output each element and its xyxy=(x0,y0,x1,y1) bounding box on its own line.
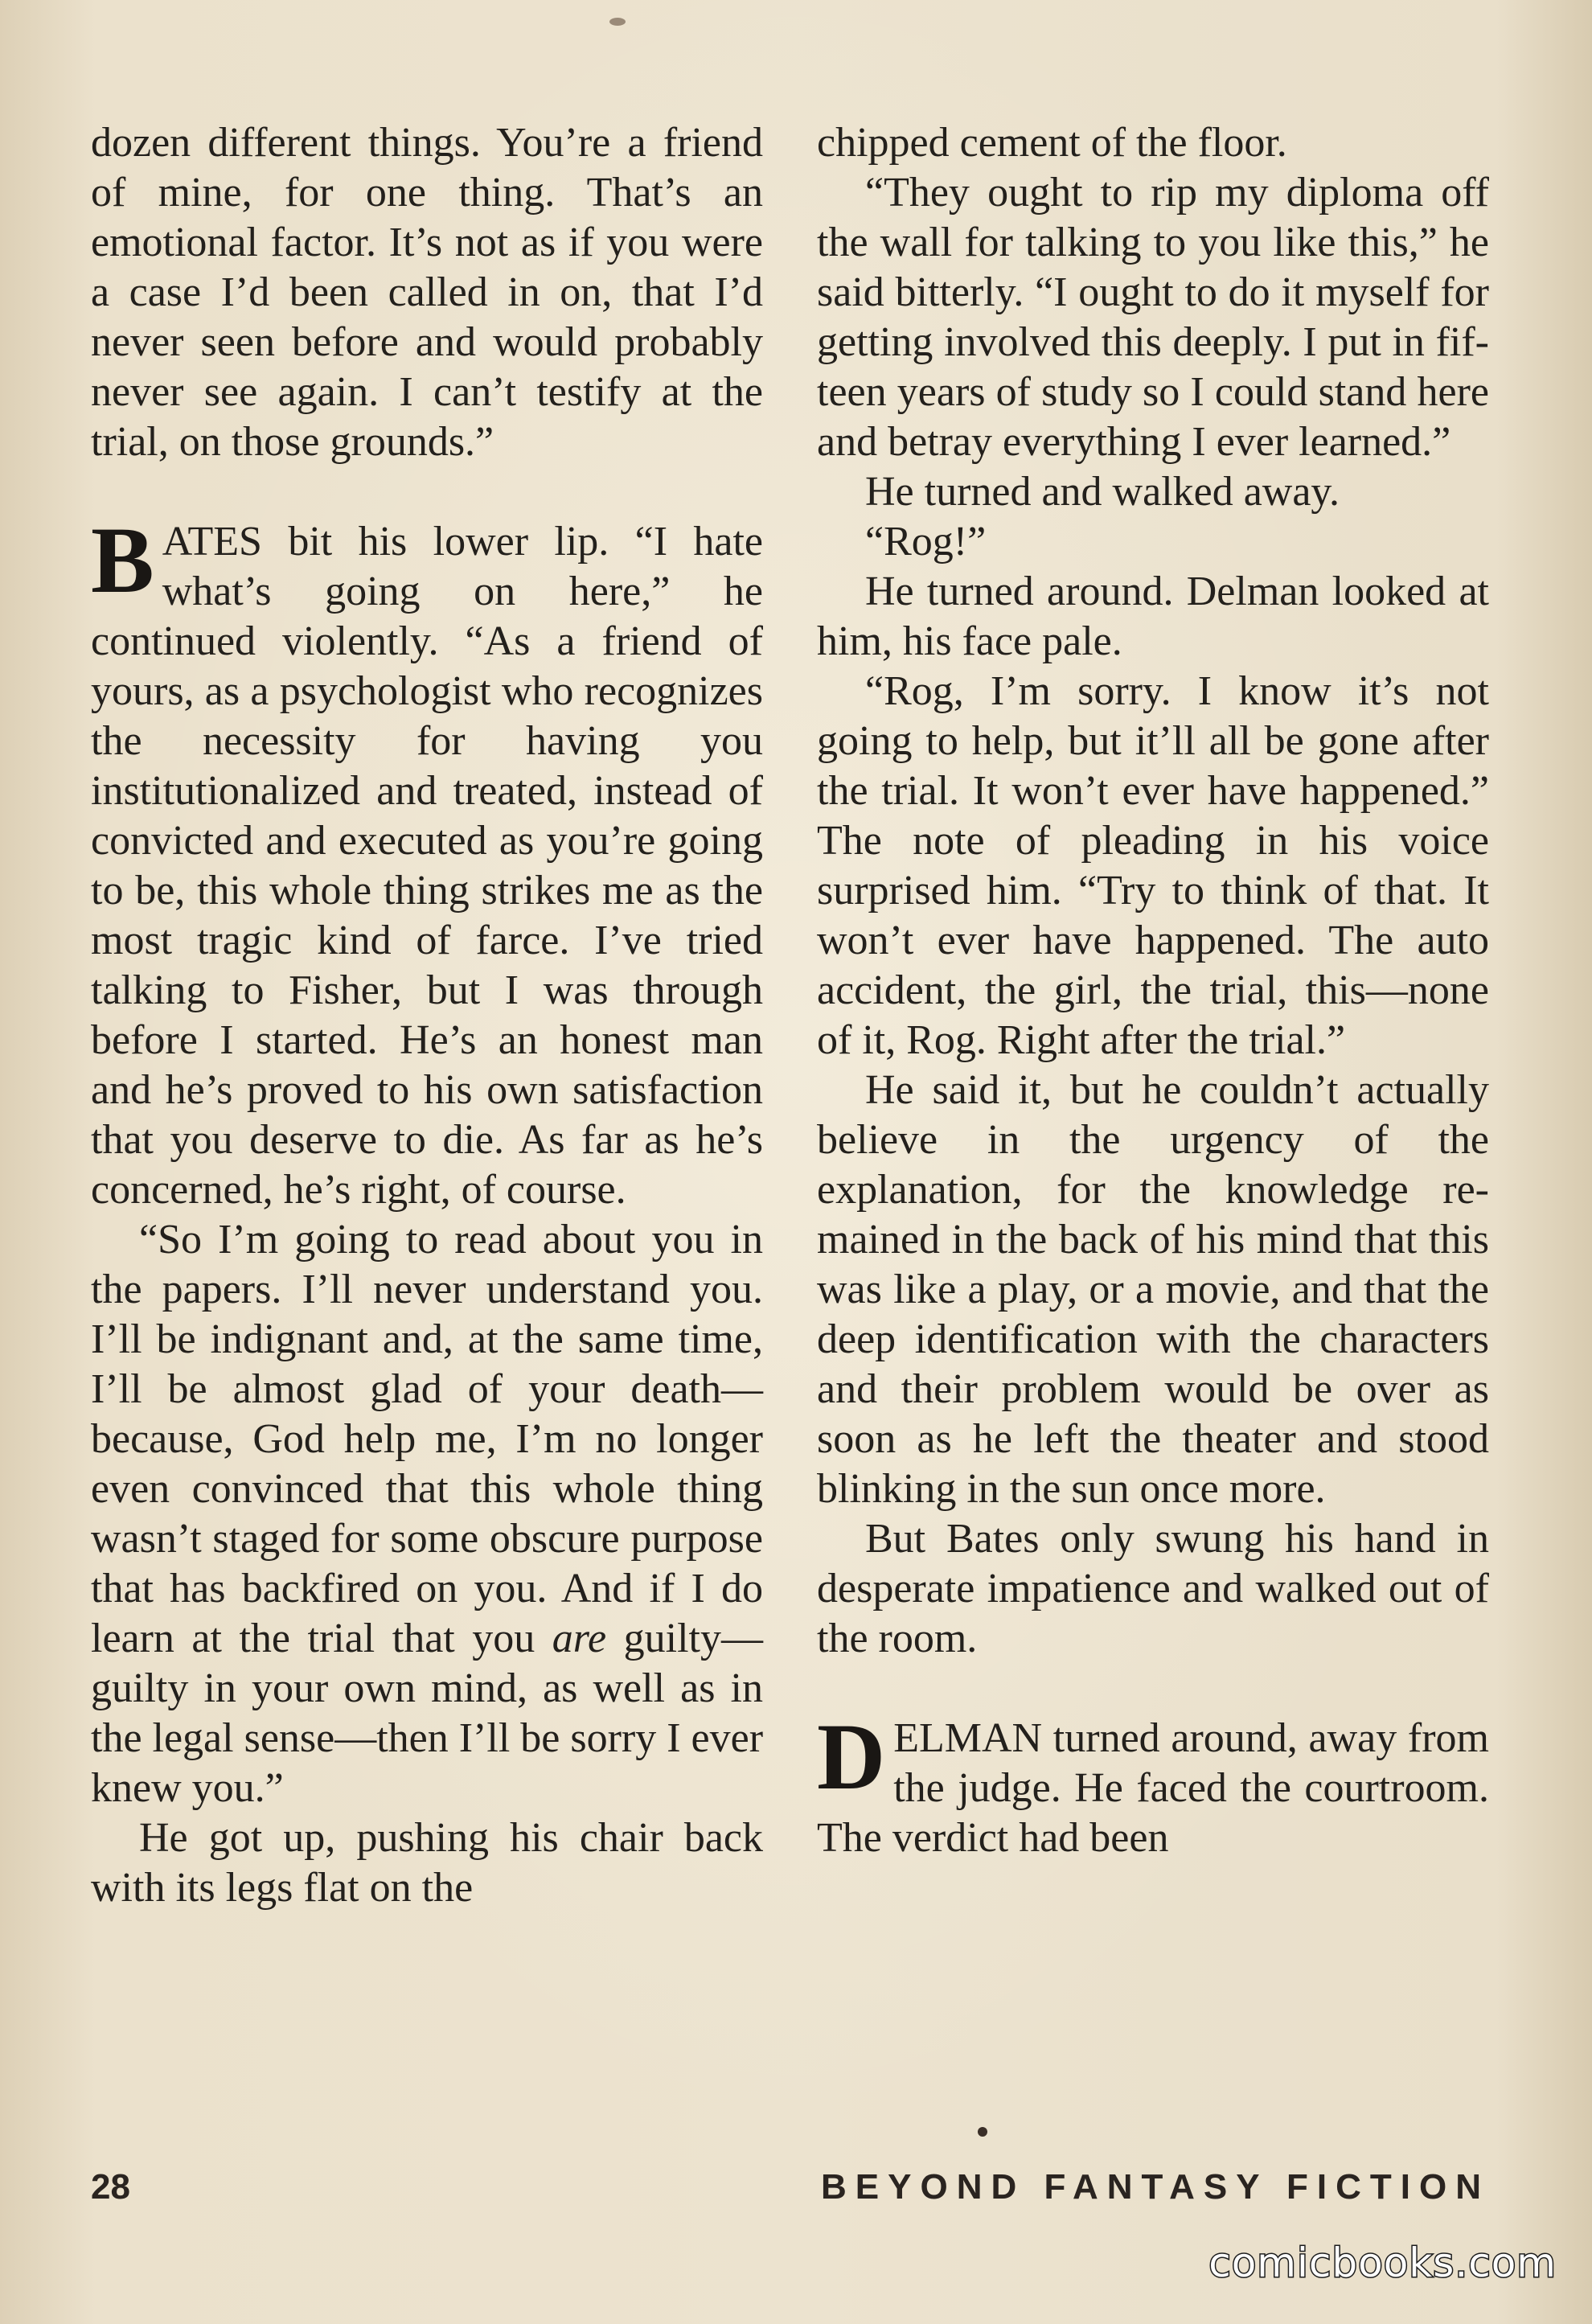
running-title: BEYOND FANTASY FICTION xyxy=(821,2167,1490,2207)
right-column xyxy=(817,118,1489,1863)
page-footer xyxy=(91,2163,1490,2211)
paragraph-text-tail: guilty—guilty in your own mind, as well as in the legal sense—then I’ll be sorry I ever knew you.” xyxy=(91,1616,764,1811)
paragraph: He said it, but he couldn’t actually believe in the urgency of the explanation, for the knowledge remained in the back of his mind that this was like a play, or a movie, and that the deep identification with the characters and their problem would be over as soon as he left the theater and stood blinking in the sun once more. xyxy=(817,1067,1489,1512)
paragraph: He turned around. Delman looked at him, his face pale. xyxy=(817,569,1489,664)
paragraph-text: ELMAN turned around, away from the judge. He faced the courtroom. The verdict had been xyxy=(817,1715,1489,1861)
section-paragraph-bates xyxy=(91,507,763,1215)
paragraph-text: ATES bit his lower lip. “I hate what’s going on here,” he continued violently. “As a friend of yours, as a psychologist who recognizes the necessity for having you institutionalized and treated, instead of convicted and executed as you’re going to be, this whole thing strikes me as the most tragic kind of farce. I’ve tried talking to Fisher, but I was through before I started. He’s an honest man and he’s proved to his own satisfaction that you deserve to die. As far as he’s concerned, he’s right, of course. xyxy=(91,519,763,1213)
drop-cap: B xyxy=(91,507,154,613)
printing-mark xyxy=(609,18,626,26)
paragraph: chipped cement of the floor. xyxy=(817,120,1287,166)
left-column xyxy=(91,118,763,1913)
drop-cap: D xyxy=(817,1704,886,1809)
printing-dot xyxy=(978,2127,987,2137)
paragraph: But Bates only swung his hand in desperate impatience and walked out of the room. xyxy=(817,1516,1489,1661)
paragraph: dozen different things. You’re a friend of mine, for one thing. That’s an emotional factor. It’s not as if you were a case I’d been called in on, that I’d never seen before and would probably never see again. I can’t testify at the trial, on those grounds.” xyxy=(91,120,763,465)
paragraph: “Rog!” xyxy=(865,519,987,565)
paragraph: “They ought to rip my diploma off the wall for talking to you like this,” he said bitterly. “I ought to do it myself for getting involved this deeply. I put in fifteen years of study so I could stand here and betray everything I ever learned.” xyxy=(817,170,1489,465)
paragraph xyxy=(91,1215,763,1813)
section-paragraph-delman xyxy=(817,1704,1489,1863)
watermark: comicbooks.com xyxy=(1208,2240,1557,2286)
paragraph: He turned and walked away. xyxy=(865,469,1340,515)
paragraph: He got up, pushing his chair back with its legs flat on the xyxy=(91,1815,763,1911)
page-number: 28 xyxy=(91,2167,130,2207)
paragraph-text: “So I’m going to read about you in the papers. I’ll never understand you. I’ll be indignant and, at the same time, I’ll be almost glad of your death—because, God help me, I’m no longer even convinced that this whole thing wasn’t staged for some obscure purpose that has backfired on you. And if I do learn at the trial that you xyxy=(91,1217,763,1661)
paragraph: “Rog, I’m sorry. I know it’s not going to help, but it’ll all be gone after the trial. It won’t ever have happened.” The note of pleading in his voice surprised him. “Try to think of that. It won’t ever have happened. The auto accident, the girl, the trial, this—none of it, Rog. Right after the trial.” xyxy=(817,668,1489,1063)
emphasis-text: are xyxy=(552,1616,607,1661)
